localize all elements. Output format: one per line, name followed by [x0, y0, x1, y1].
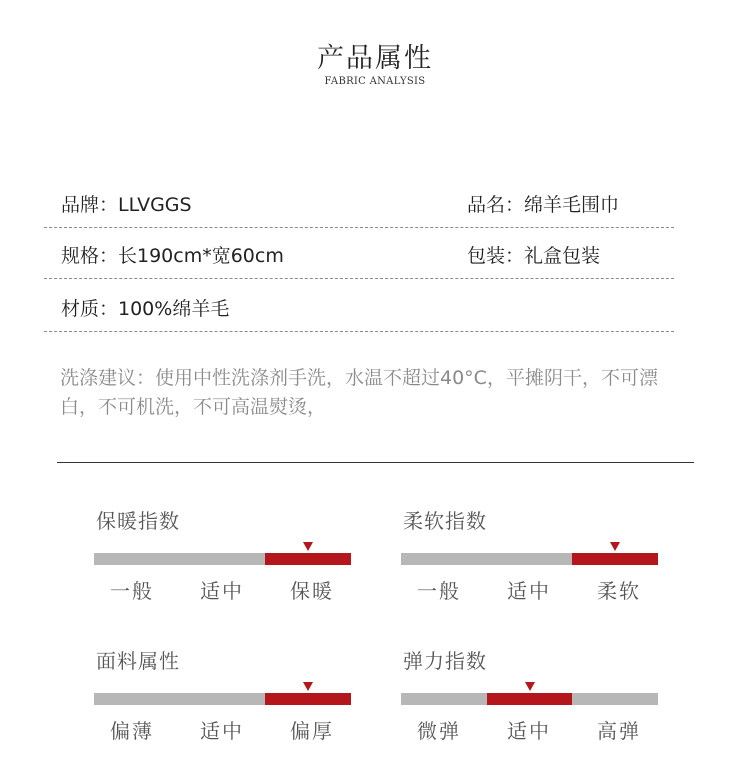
index-level-low: 微弹 — [417, 719, 461, 743]
index-elasticity — [401, 645, 661, 755]
info-row-brand — [44, 176, 674, 228]
wash-advice: 洗涤建议：使用中性洗涤剂手洗，水温不超过40°C，平摊阴干，不可漂白，不可机洗，不可高温熨烫， — [60, 367, 658, 418]
index-level-mid: 适中 — [200, 719, 244, 743]
product-name-label: 品名：绵羊毛围巾 — [467, 194, 620, 216]
index-level-low: 一般 — [110, 579, 154, 603]
packaging-label: 包装：礼盒包装 — [467, 245, 601, 267]
section-divider — [57, 462, 694, 463]
page-subtitle: FABRIC ANALYSIS — [324, 76, 426, 87]
index-bar — [94, 553, 351, 565]
index-level-high: 高弹 — [597, 719, 641, 743]
index-marker-icon — [303, 542, 313, 551]
index-marker-icon — [525, 682, 535, 691]
index-bar-fill — [487, 693, 573, 705]
index-marker-icon — [303, 682, 313, 691]
index-level-high: 柔软 — [597, 579, 641, 603]
index-level-high: 保暖 — [290, 579, 334, 603]
index-bar — [401, 553, 658, 565]
index-level-low: 偏薄 — [110, 719, 154, 743]
index-level-mid: 适中 — [200, 579, 244, 603]
index-bar — [94, 693, 351, 705]
index-warmth — [94, 505, 354, 615]
info-row-material — [44, 280, 674, 332]
page-title: 产品属性 — [317, 43, 433, 74]
index-level-mid: 适中 — [507, 579, 551, 603]
index-bar-fill — [572, 553, 658, 565]
index-title: 保暖指数 — [96, 509, 180, 533]
index-level-low: 一般 — [417, 579, 461, 603]
index-level-mid: 适中 — [507, 719, 551, 743]
size-label: 规格：长190cm*宽60cm — [61, 245, 284, 267]
index-title: 柔软指数 — [403, 509, 487, 533]
material-label: 材质：100%绵羊毛 — [61, 298, 230, 320]
index-bar-fill — [265, 553, 351, 565]
index-bar-fill — [265, 693, 351, 705]
index-fabric — [94, 645, 354, 755]
info-row-size — [44, 227, 674, 279]
index-bar — [401, 693, 658, 705]
index-softness — [401, 505, 661, 615]
index-level-high: 偏厚 — [290, 719, 334, 743]
brand-label: 品牌：LLVGGS — [61, 194, 192, 216]
index-title: 面料属性 — [96, 649, 180, 673]
index-title: 弹力指数 — [403, 649, 487, 673]
index-marker-icon — [610, 542, 620, 551]
